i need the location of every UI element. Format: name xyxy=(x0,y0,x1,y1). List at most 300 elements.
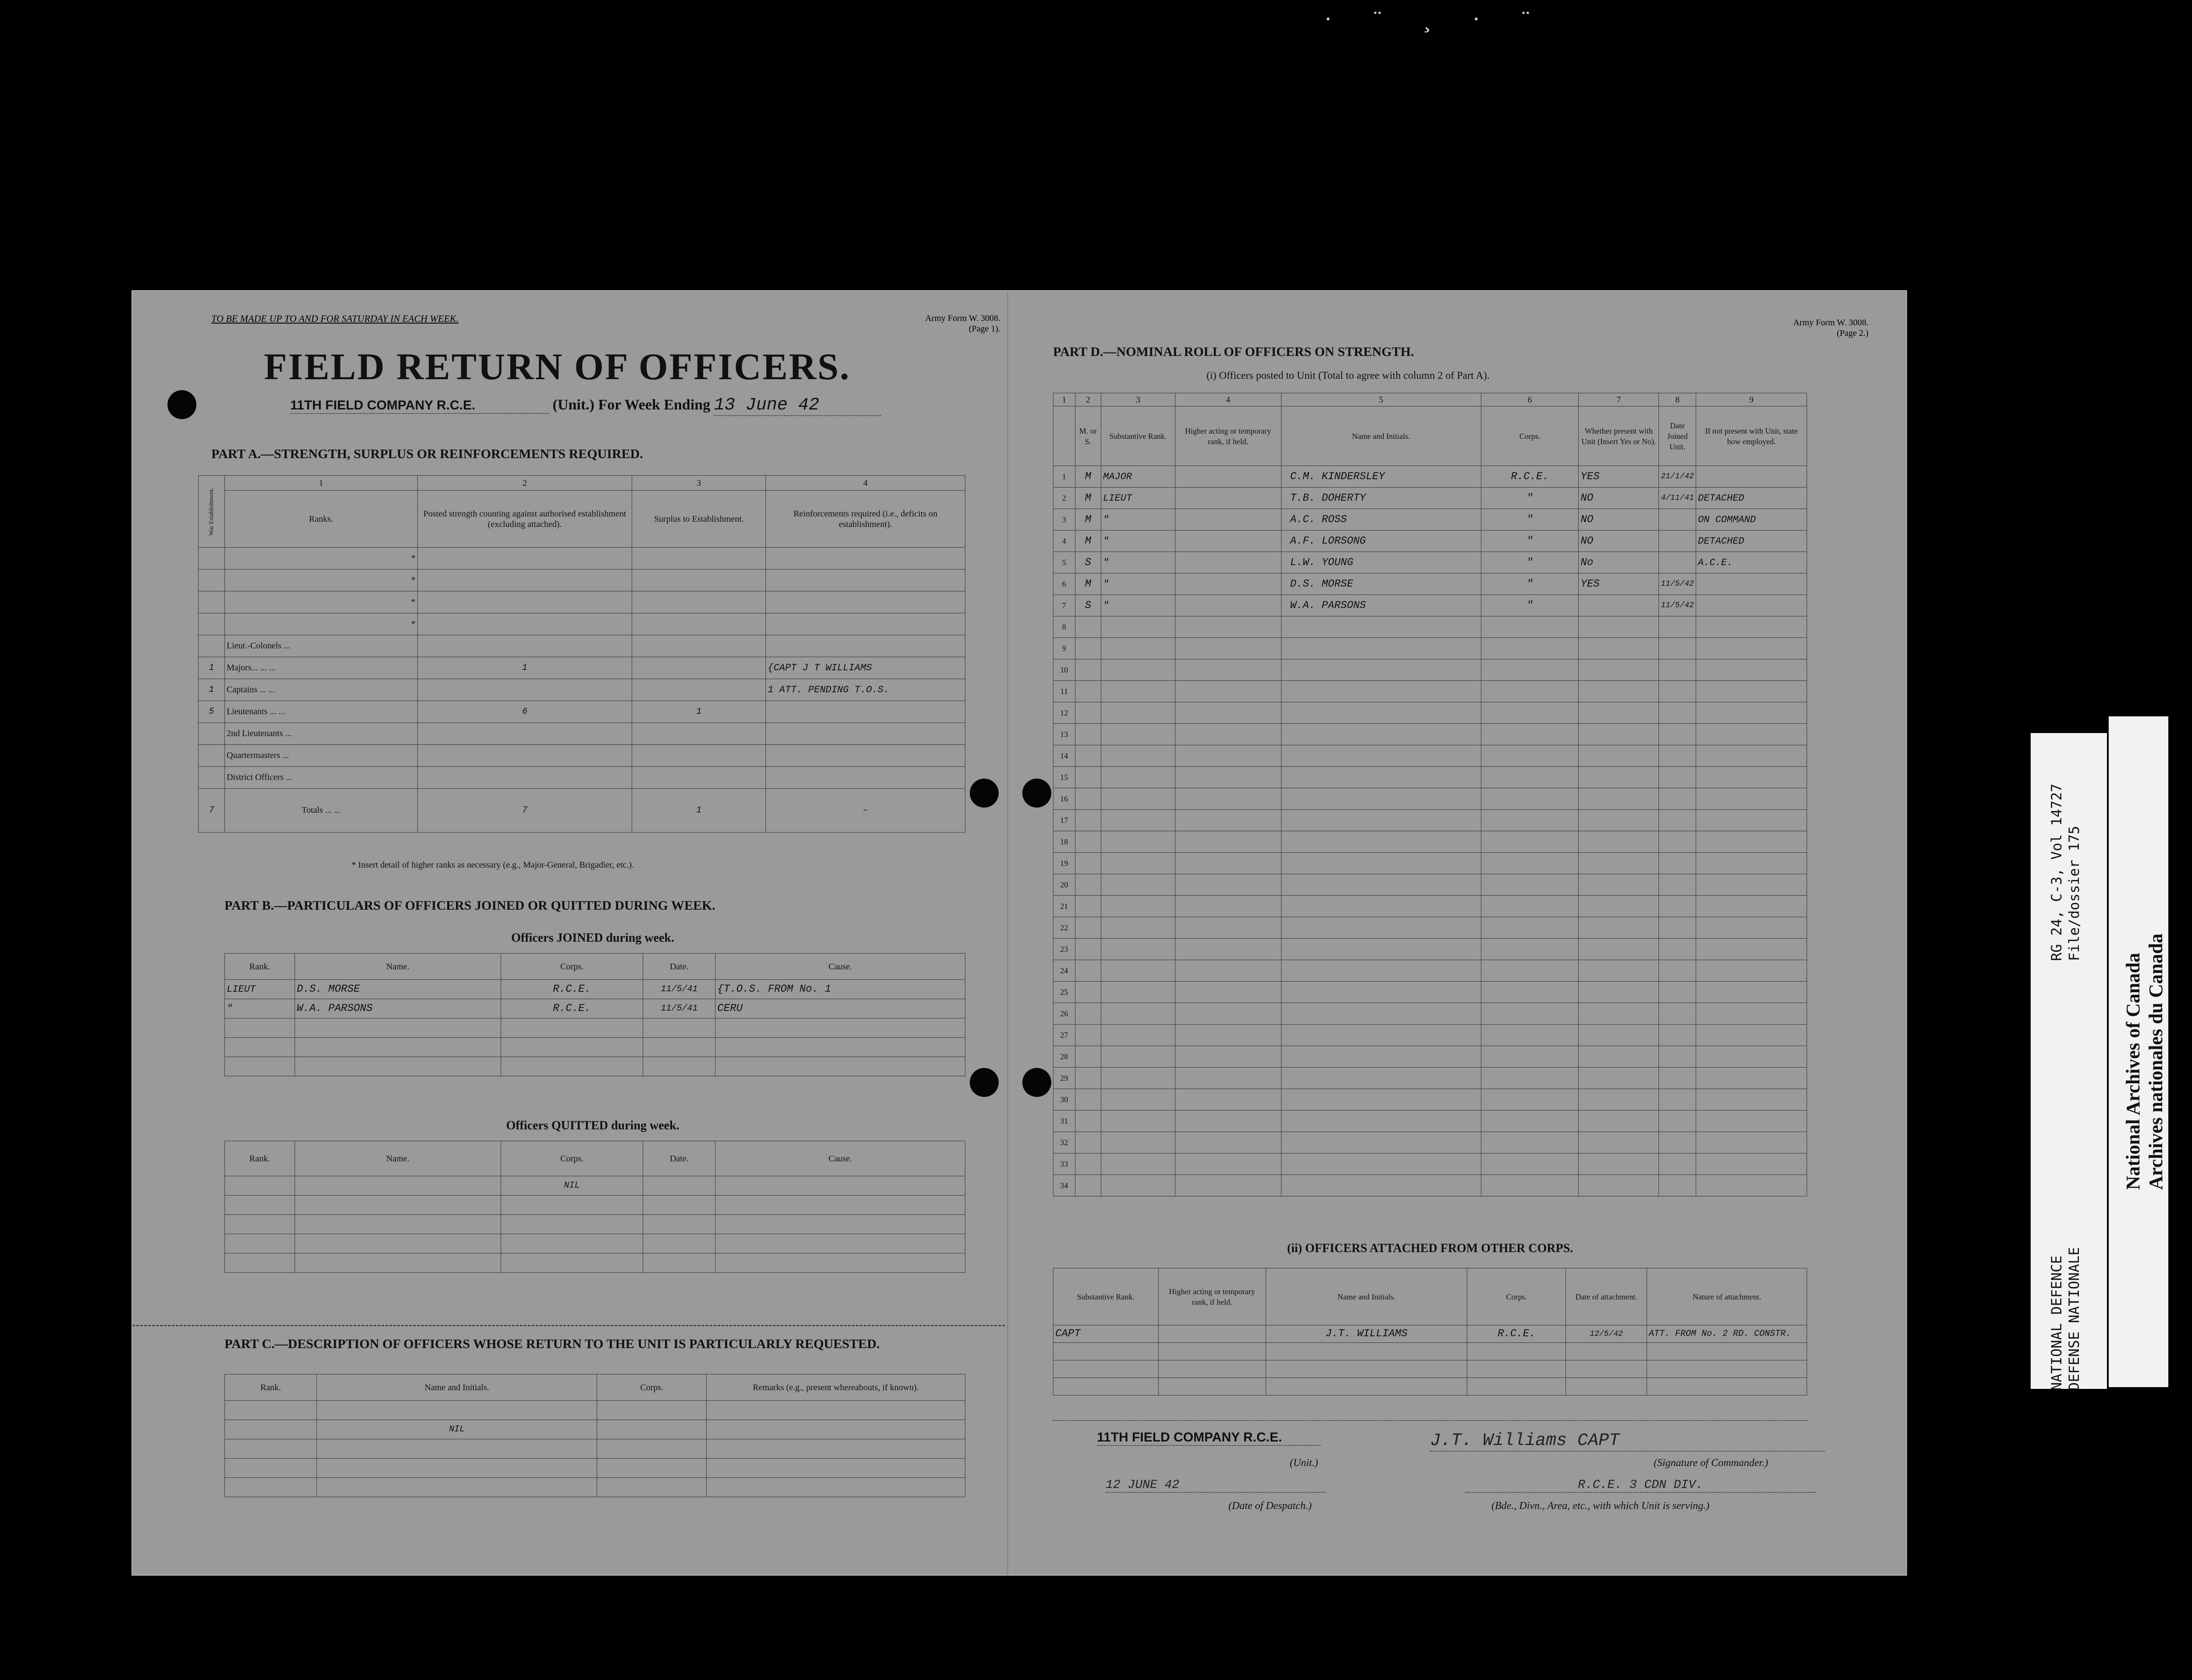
roll-corps: " xyxy=(1481,530,1579,552)
quitted-col-date: Date. xyxy=(643,1141,715,1176)
roll-name xyxy=(1281,724,1481,745)
roll-date xyxy=(1659,960,1696,982)
roll-rank: " xyxy=(1101,530,1175,552)
roll-row xyxy=(1053,466,1807,488)
roll-corps xyxy=(1481,939,1579,960)
roll-name xyxy=(1281,616,1481,638)
war-est-cell xyxy=(199,767,225,789)
war-est-header: War Establishment. xyxy=(199,476,225,548)
roll-ms xyxy=(1075,810,1101,831)
roll-how xyxy=(1696,960,1807,982)
roll-corps: " xyxy=(1481,488,1579,509)
part-a-row xyxy=(199,723,965,745)
roll-how xyxy=(1696,724,1807,745)
roll-corps: R.C.E. xyxy=(1481,466,1579,488)
roll-number: 24 xyxy=(1053,960,1075,982)
roll-rank xyxy=(1101,874,1175,896)
reinf-cell xyxy=(766,745,965,767)
reinf-cell xyxy=(766,635,965,657)
roll-rank xyxy=(1101,638,1175,659)
roll-date xyxy=(1659,1132,1696,1153)
roll-row xyxy=(1053,552,1807,573)
attached-col-header: Higher acting or temporary rank, if held. xyxy=(1158,1268,1266,1325)
page-1 xyxy=(132,291,1000,1575)
roll-present xyxy=(1579,1153,1659,1175)
roll-number: 21 xyxy=(1053,896,1075,917)
roll-row xyxy=(1053,638,1807,659)
roll-how xyxy=(1696,917,1807,939)
surplus-cell xyxy=(632,591,766,613)
roll-date xyxy=(1659,745,1696,767)
roll-col-number: 6 xyxy=(1481,393,1579,406)
roll-col-header: Corps. xyxy=(1481,406,1579,466)
roll-corps xyxy=(1481,1111,1579,1132)
roll-number: 25 xyxy=(1053,982,1075,1003)
punch-hole xyxy=(1022,779,1051,808)
tear-line xyxy=(132,1325,1005,1326)
form-number xyxy=(816,313,1000,334)
roll-corps xyxy=(1481,745,1579,767)
roll-number: 7 xyxy=(1053,595,1075,616)
part-a-row xyxy=(199,745,965,767)
joined-table xyxy=(224,953,965,1076)
roll-rank xyxy=(1101,1003,1175,1025)
roll-ms xyxy=(1075,767,1101,788)
posted-cell xyxy=(417,723,632,745)
roll-present xyxy=(1579,896,1659,917)
rank-cell: Lieutenants ... ... xyxy=(224,701,417,723)
roll-row xyxy=(1053,810,1807,831)
roll-ms: M xyxy=(1075,530,1101,552)
form-number-text: Army Form W. 3008. xyxy=(925,313,1000,323)
part-c-col-rank: Rank. xyxy=(225,1374,317,1401)
roll-date: 11/5/42 xyxy=(1659,595,1696,616)
roll-corps xyxy=(1481,659,1579,681)
posted-header: Posted strength counting against authorised establishment (excluding attached). xyxy=(417,491,632,548)
punch-hole xyxy=(970,1068,999,1097)
roll-ms xyxy=(1075,939,1101,960)
roll-number: 23 xyxy=(1053,939,1075,960)
roll-date xyxy=(1659,767,1696,788)
roll-present xyxy=(1579,1068,1659,1089)
attached-nature xyxy=(1647,1343,1807,1360)
roll-number: 20 xyxy=(1053,874,1075,896)
roll-acting xyxy=(1175,1175,1281,1196)
page-number-2: (Page 2.) xyxy=(1836,328,1868,338)
roll-ms xyxy=(1075,1025,1101,1046)
roll-col-number: 1 xyxy=(1053,393,1075,406)
totals-reinf: – xyxy=(766,789,965,833)
joined-corps xyxy=(501,1057,643,1076)
joined-col-cause: Cause. xyxy=(715,954,965,980)
roll-acting xyxy=(1175,1089,1281,1111)
roll-present xyxy=(1579,788,1659,810)
joined-cause xyxy=(715,1057,965,1076)
roll-date xyxy=(1659,1089,1696,1111)
roll-how xyxy=(1696,853,1807,874)
roll-row xyxy=(1053,573,1807,595)
roll-number: 15 xyxy=(1053,767,1075,788)
roll-name xyxy=(1281,1175,1481,1196)
reinf-cell xyxy=(766,569,965,591)
roll-acting xyxy=(1175,939,1281,960)
roll-number: 29 xyxy=(1053,1068,1075,1089)
roll-row xyxy=(1053,788,1807,810)
roll-number: 5 xyxy=(1053,552,1075,573)
roll-date xyxy=(1659,638,1696,659)
attached-row xyxy=(1053,1378,1807,1395)
archive-dept-1: NATIONAL DEFENCE xyxy=(2048,1255,2065,1391)
roll-corps: " xyxy=(1481,509,1579,530)
roll-date xyxy=(1659,724,1696,745)
roll-ms xyxy=(1075,745,1101,767)
roll-name: A.F. LORSONG xyxy=(1281,530,1481,552)
attached-rank xyxy=(1053,1360,1159,1378)
roll-number: 28 xyxy=(1053,1046,1075,1068)
roll-ms: S xyxy=(1075,552,1101,573)
roll-acting xyxy=(1175,874,1281,896)
surplus-cell xyxy=(632,613,766,635)
posted-cell xyxy=(417,613,632,635)
war-est-cell xyxy=(199,723,225,745)
roll-rank xyxy=(1101,1025,1175,1046)
nominal-roll-table xyxy=(1053,393,1807,1196)
roll-col-header xyxy=(1053,406,1075,466)
roll-rank xyxy=(1101,1111,1175,1132)
roll-acting xyxy=(1175,1003,1281,1025)
totals-surplus: 1 xyxy=(632,789,766,833)
joined-date xyxy=(643,1057,715,1076)
roll-present: YES xyxy=(1579,466,1659,488)
roll-present xyxy=(1579,616,1659,638)
attached-date xyxy=(1566,1378,1647,1395)
joined-name xyxy=(295,1018,501,1038)
roll-rank: " xyxy=(1101,552,1175,573)
roll-col-header: If not present with Unit, state how employed. xyxy=(1696,406,1807,466)
roll-ms xyxy=(1075,702,1101,724)
roll-name xyxy=(1281,917,1481,939)
roll-how xyxy=(1696,1003,1807,1025)
roll-col-number: 2 xyxy=(1075,393,1101,406)
roll-acting xyxy=(1175,724,1281,745)
sig-unit-value: 11TH FIELD COMPANY R.C.E. xyxy=(1097,1430,1320,1446)
joined-row xyxy=(225,999,965,1018)
roll-ms: M xyxy=(1075,573,1101,595)
attached-date xyxy=(1566,1360,1647,1378)
roll-how xyxy=(1696,466,1807,488)
roll-name xyxy=(1281,874,1481,896)
rank-cell: 2nd Lieutenants ... xyxy=(224,723,417,745)
roll-ms xyxy=(1075,896,1101,917)
posted-cell xyxy=(417,679,632,701)
roll-number: 9 xyxy=(1053,638,1075,659)
roll-ms xyxy=(1075,724,1101,745)
rank-cell: * xyxy=(224,613,417,635)
roll-row xyxy=(1053,917,1807,939)
roll-date xyxy=(1659,1153,1696,1175)
roll-rank xyxy=(1101,1132,1175,1153)
roll-corps xyxy=(1481,874,1579,896)
part-a-row xyxy=(199,613,965,635)
roll-acting xyxy=(1175,767,1281,788)
roll-present xyxy=(1579,724,1659,745)
archive-ref-1: RG 24, C-3, Vol 14727 xyxy=(2048,783,2065,961)
surplus-cell xyxy=(632,569,766,591)
roll-number: 22 xyxy=(1053,917,1075,939)
roll-how: A.C.E. xyxy=(1696,552,1807,573)
roll-present xyxy=(1579,745,1659,767)
reinf-cell xyxy=(766,723,965,745)
roll-ms xyxy=(1075,1089,1101,1111)
joined-rank: LIEUT xyxy=(225,980,295,999)
roll-ms xyxy=(1075,1175,1101,1196)
roll-acting xyxy=(1175,831,1281,853)
roll-name: C.M. KINDERSLEY xyxy=(1281,466,1481,488)
rank-cell: * xyxy=(224,548,417,569)
roll-rank xyxy=(1101,1153,1175,1175)
roll-name xyxy=(1281,1068,1481,1089)
quitted-table xyxy=(224,1141,965,1273)
joined-date: 11/5/41 xyxy=(643,980,715,999)
roll-ms xyxy=(1075,1068,1101,1089)
roll-row xyxy=(1053,1003,1807,1025)
war-est-cell xyxy=(199,569,225,591)
attached-rank xyxy=(1053,1378,1159,1395)
roll-acting xyxy=(1175,896,1281,917)
roll-how xyxy=(1696,638,1807,659)
roll-col-number: 5 xyxy=(1281,393,1481,406)
joined-cause xyxy=(715,1018,965,1038)
roll-rank xyxy=(1101,1175,1175,1196)
roll-corps xyxy=(1481,810,1579,831)
unit-label: (Unit.) For Week Ending xyxy=(552,397,711,413)
totals-row xyxy=(199,789,965,833)
roll-row xyxy=(1053,767,1807,788)
surplus-cell xyxy=(632,745,766,767)
attached-date: 12/5/42 xyxy=(1566,1325,1647,1343)
roll-row xyxy=(1053,724,1807,745)
roll-row xyxy=(1053,960,1807,982)
part-a-row xyxy=(199,591,965,613)
roll-acting xyxy=(1175,1068,1281,1089)
attached-corps xyxy=(1467,1378,1566,1395)
part-c-table xyxy=(224,1374,965,1497)
roll-acting xyxy=(1175,638,1281,659)
roll-date xyxy=(1659,1068,1696,1089)
roll-number: 6 xyxy=(1053,573,1075,595)
totals-label: Totals ... ... xyxy=(224,789,417,833)
roll-ms: S xyxy=(1075,595,1101,616)
signature-rule xyxy=(1053,1420,1807,1421)
roll-row xyxy=(1053,831,1807,853)
bde-value: R.C.E. 3 CDN DIV. xyxy=(1465,1478,1816,1493)
roll-name xyxy=(1281,1025,1481,1046)
roll-row xyxy=(1053,659,1807,681)
roll-acting xyxy=(1175,1111,1281,1132)
war-est-cell: 5 xyxy=(199,701,225,723)
roll-present xyxy=(1579,659,1659,681)
roll-how xyxy=(1696,896,1807,917)
part-a-heading: PART A.—STRENGTH, SURPLUS OR REINFORCEMENTS REQUIRED. xyxy=(211,447,643,461)
roll-name xyxy=(1281,767,1481,788)
part-c-nil: NIL xyxy=(317,1420,597,1439)
page-title: FIELD RETURN OF OFFICERS. xyxy=(264,345,851,388)
roll-present xyxy=(1579,917,1659,939)
roll-col-number: 3 xyxy=(1101,393,1175,406)
roll-rank xyxy=(1101,767,1175,788)
roll-date xyxy=(1659,1111,1696,1132)
page-2 xyxy=(1018,291,1904,1575)
attached-nature: ATT. FROM No. 2 RD. CONSTR. xyxy=(1647,1325,1807,1343)
roll-ms xyxy=(1075,1003,1101,1025)
part-a-row xyxy=(199,657,965,679)
roll-row xyxy=(1053,530,1807,552)
roll-how xyxy=(1696,831,1807,853)
roll-row xyxy=(1053,1025,1807,1046)
roll-row xyxy=(1053,1089,1807,1111)
roll-name: D.S. MORSE xyxy=(1281,573,1481,595)
roll-how xyxy=(1696,1046,1807,1068)
joined-rank xyxy=(225,1038,295,1057)
roll-row xyxy=(1053,1132,1807,1153)
attached-corps xyxy=(1467,1343,1566,1360)
roll-rank xyxy=(1101,659,1175,681)
roll-how xyxy=(1696,595,1807,616)
roll-corps xyxy=(1481,1046,1579,1068)
reinf-cell: 1 ATT. PENDING T.O.S. xyxy=(766,679,965,701)
roll-corps xyxy=(1481,1003,1579,1025)
roll-ms: M xyxy=(1075,488,1101,509)
punch-hole xyxy=(970,779,999,808)
joined-corps xyxy=(501,1038,643,1057)
roll-acting xyxy=(1175,1025,1281,1046)
roll-corps xyxy=(1481,1153,1579,1175)
roll-corps xyxy=(1481,702,1579,724)
page-number: (Page 1). xyxy=(968,324,1000,334)
totals-posted: 7 xyxy=(417,789,632,833)
roll-how xyxy=(1696,810,1807,831)
roll-col-number: 4 xyxy=(1175,393,1281,406)
roll-acting xyxy=(1175,960,1281,982)
roll-col-header: Whether present with Unit (Insert Yes or No). xyxy=(1579,406,1659,466)
reinf-cell xyxy=(766,767,965,789)
attached-col-header: Substantive Rank. xyxy=(1053,1268,1159,1325)
roll-corps xyxy=(1481,767,1579,788)
reinf-cell xyxy=(766,591,965,613)
top-scan-marks: · ¨ ¸ · ¨ xyxy=(1324,6,1548,33)
surplus-cell xyxy=(632,679,766,701)
surplus-header: Surplus to Establishment. xyxy=(632,491,766,548)
unit-value: 11TH FIELD COMPANY R.C.E. xyxy=(290,398,549,414)
roll-acting xyxy=(1175,853,1281,874)
sig-despatch-label: (Date of Despatch.) xyxy=(1228,1500,1312,1512)
roll-name xyxy=(1281,1003,1481,1025)
roll-row xyxy=(1053,488,1807,509)
attached-row xyxy=(1053,1360,1807,1378)
joined-rank xyxy=(225,1018,295,1038)
roll-row xyxy=(1053,982,1807,1003)
roll-date xyxy=(1659,917,1696,939)
roll-acting xyxy=(1175,745,1281,767)
punch-hole xyxy=(167,390,196,419)
roll-rank: " xyxy=(1101,509,1175,530)
roll-how xyxy=(1696,874,1807,896)
roll-name xyxy=(1281,960,1481,982)
roll-date: 11/5/42 xyxy=(1659,573,1696,595)
reinf-cell xyxy=(766,548,965,569)
roll-corps xyxy=(1481,1089,1579,1111)
joined-row xyxy=(225,1018,965,1038)
attached-rank: CAPT xyxy=(1053,1325,1159,1343)
part-c-col-name: Name and Initials. xyxy=(317,1374,597,1401)
posted-cell xyxy=(417,745,632,767)
roll-number: 18 xyxy=(1053,831,1075,853)
roll-ms xyxy=(1075,960,1101,982)
roll-rank xyxy=(1101,960,1175,982)
part-d-sub-ii: (ii) OFFICERS ATTACHED FROM OTHER CORPS. xyxy=(1287,1242,1573,1255)
war-est-cell xyxy=(199,591,225,613)
roll-col-header: Higher acting or temporary rank, if held. xyxy=(1175,406,1281,466)
roll-rank xyxy=(1101,917,1175,939)
attached-rank xyxy=(1053,1343,1159,1360)
joined-date: 11/5/41 xyxy=(643,999,715,1018)
part-a-row xyxy=(199,635,965,657)
roll-present xyxy=(1579,638,1659,659)
roll-present xyxy=(1579,1025,1659,1046)
quitted-col-cause: Cause. xyxy=(715,1141,965,1176)
roll-name: W.A. PARSONS xyxy=(1281,595,1481,616)
roll-date xyxy=(1659,853,1696,874)
war-est-cell xyxy=(199,548,225,569)
joined-name: W.A. PARSONS xyxy=(295,999,501,1018)
roll-name: A.C. ROSS xyxy=(1281,509,1481,530)
roll-row xyxy=(1053,681,1807,702)
roll-present xyxy=(1579,810,1659,831)
war-est-cell: 1 xyxy=(199,657,225,679)
joined-name xyxy=(295,1038,501,1057)
surplus-cell xyxy=(632,767,766,789)
roll-date xyxy=(1659,896,1696,917)
col-num-1: 1 xyxy=(224,476,417,491)
roll-present xyxy=(1579,702,1659,724)
attached-nature xyxy=(1647,1360,1807,1378)
joined-cause: CERU xyxy=(715,999,965,1018)
week-ending-value: 13 June 42 xyxy=(714,395,881,416)
part-a-row xyxy=(199,767,965,789)
roll-row xyxy=(1053,853,1807,874)
roll-how xyxy=(1696,573,1807,595)
archive-reference-label xyxy=(2031,733,2107,1389)
archive-dept-2: DEFENSE NATIONALE xyxy=(2066,1247,2082,1391)
roll-ms xyxy=(1075,659,1101,681)
roll-name xyxy=(1281,1153,1481,1175)
roll-present xyxy=(1579,1089,1659,1111)
instruction-text: TO BE MADE UP TO AND FOR SATURDAY IN EACH WEEK. xyxy=(211,313,459,324)
archive-ref-2: File/dossier 175 xyxy=(2066,826,2082,961)
roll-row xyxy=(1053,509,1807,530)
roll-number: 1 xyxy=(1053,466,1075,488)
roll-acting xyxy=(1175,1132,1281,1153)
roll-number: 10 xyxy=(1053,659,1075,681)
roll-name xyxy=(1281,638,1481,659)
surplus-cell xyxy=(632,723,766,745)
reinf-cell: {CAPT J T WILLIAMS xyxy=(766,657,965,679)
roll-name xyxy=(1281,702,1481,724)
punch-hole xyxy=(1022,1068,1051,1097)
sig-unit-label: (Unit.) xyxy=(1290,1457,1318,1469)
joined-cause xyxy=(715,1038,965,1057)
roll-date xyxy=(1659,1025,1696,1046)
